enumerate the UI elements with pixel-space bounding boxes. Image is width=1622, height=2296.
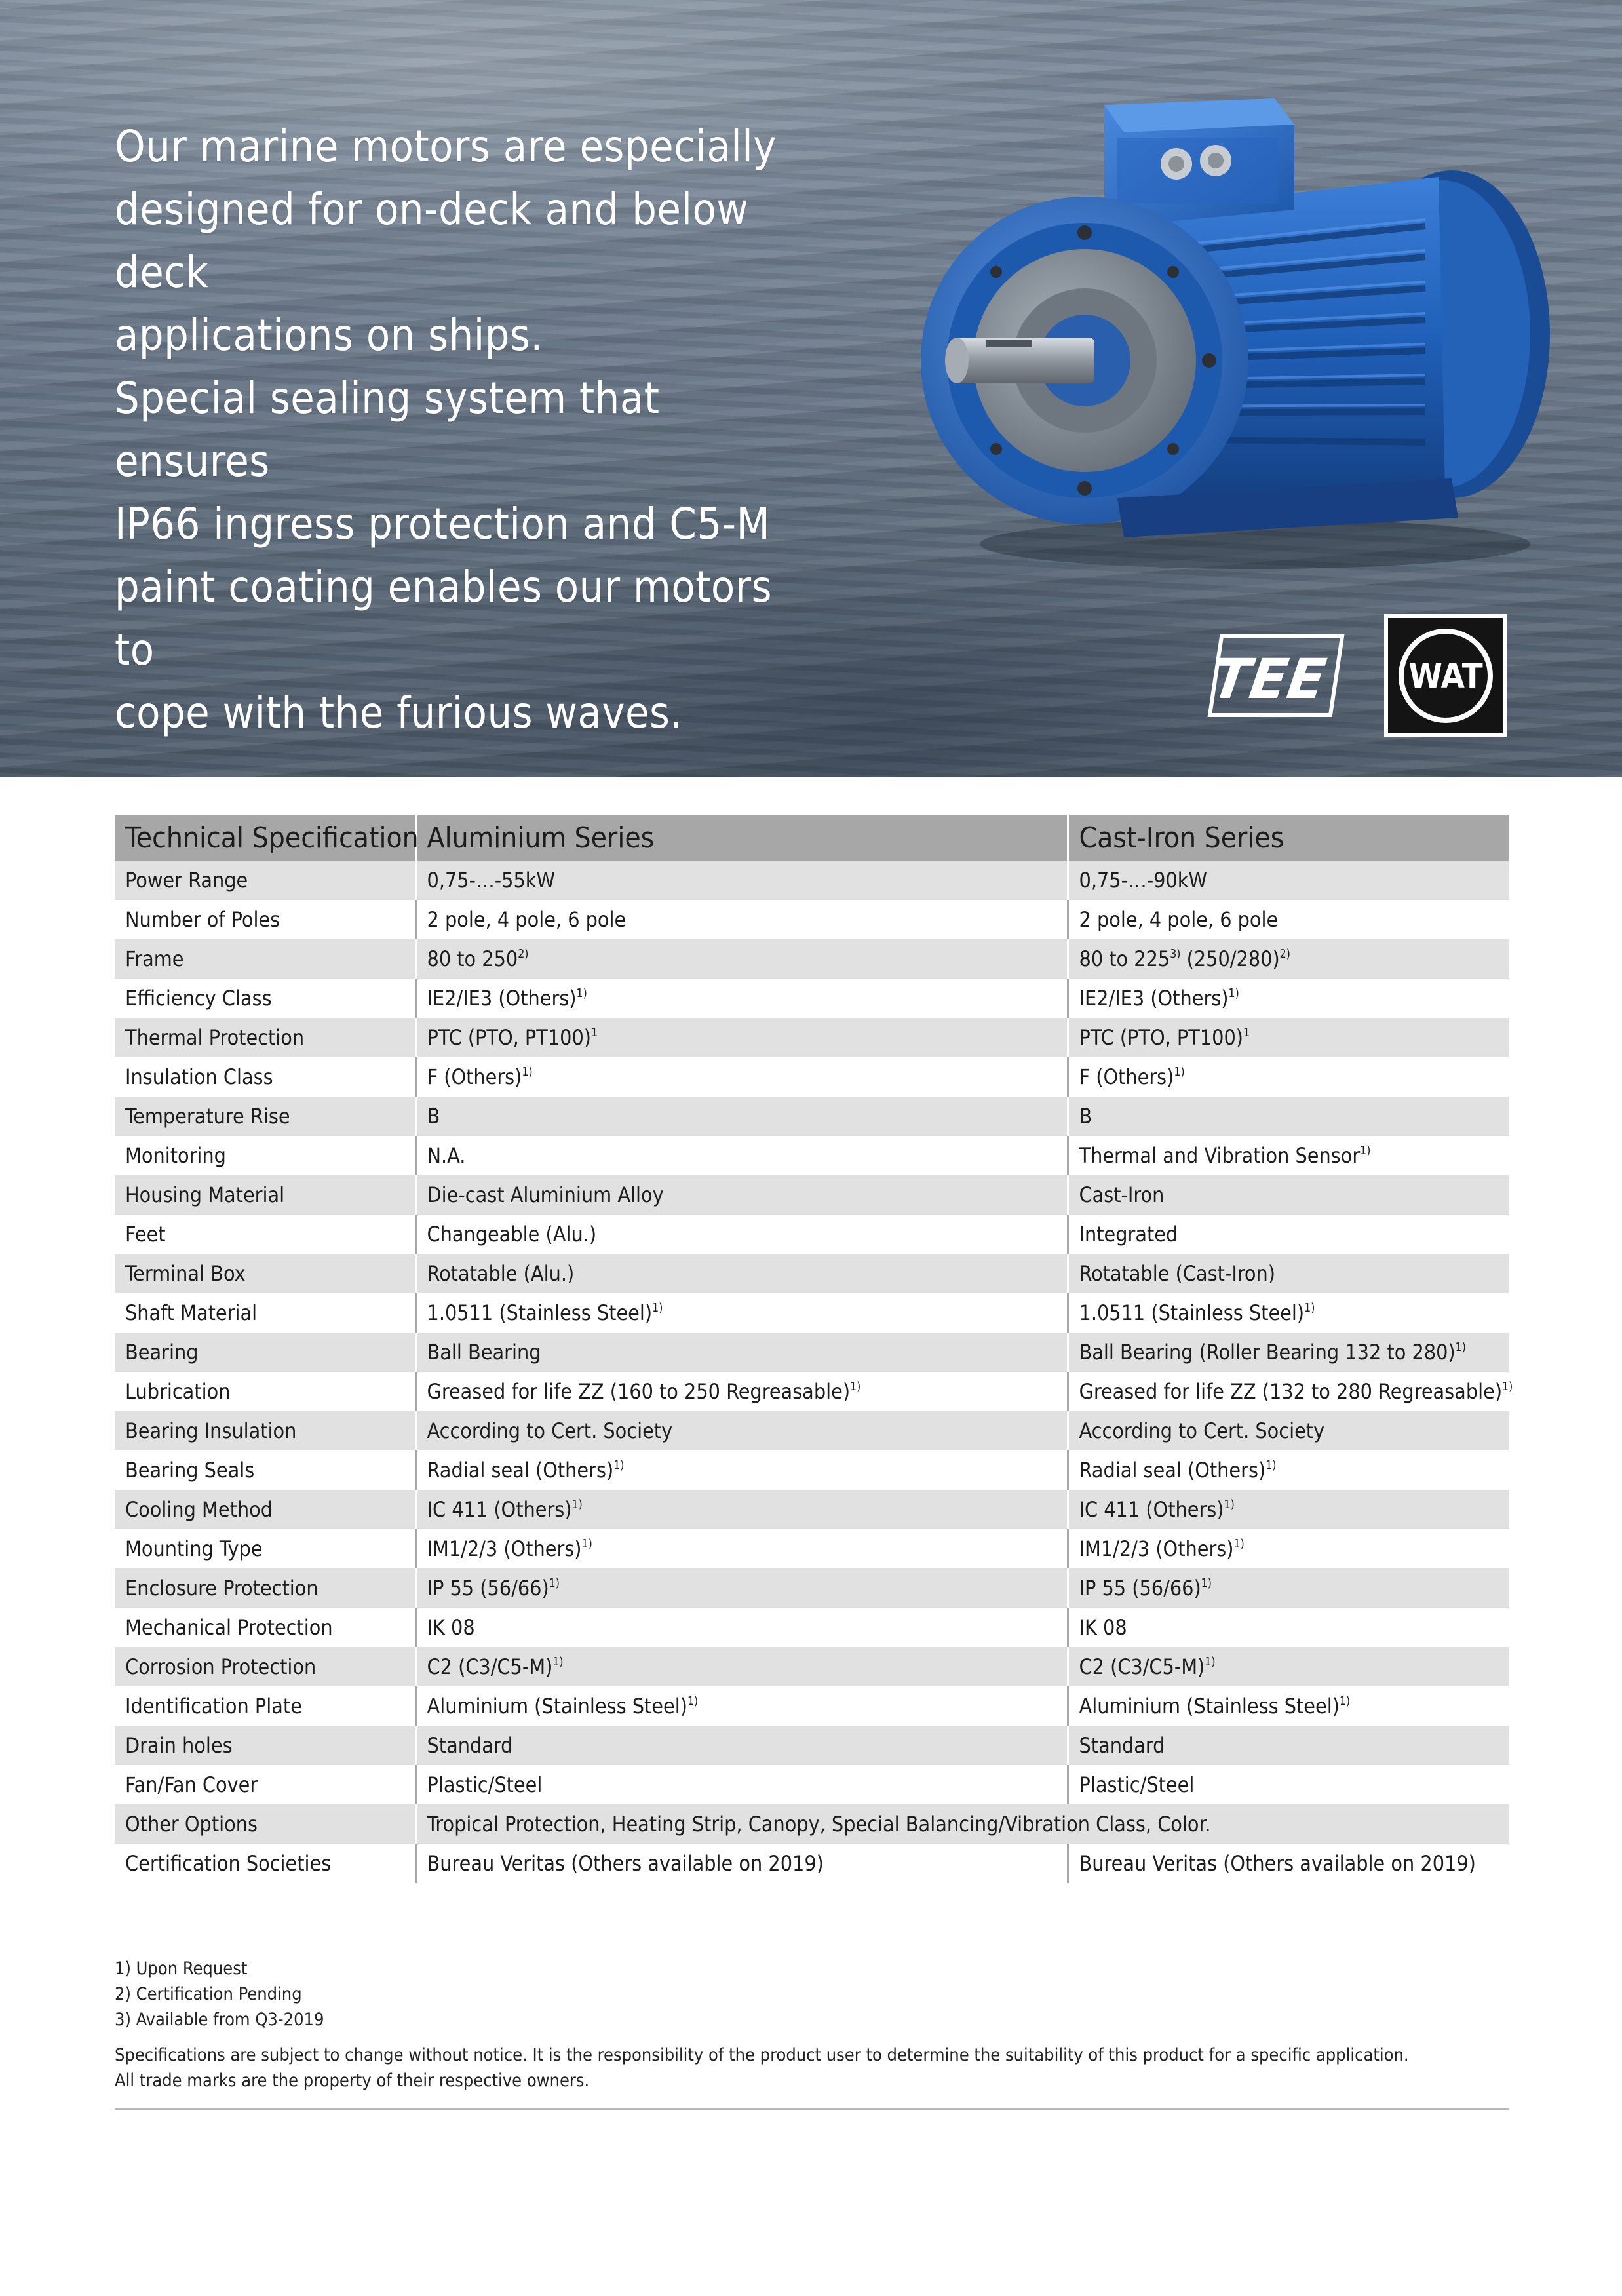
table-row [115,900,1509,939]
cast-iron-value [1068,1529,1509,1568]
cell-text: 80 to 250 [427,946,518,971]
footnote-marker: 1) [1205,1655,1216,1669]
cell-text: Bearing Insulation [125,1418,297,1443]
cell-text: IM1/2/3 (Others) [1079,1536,1234,1561]
cell-text: 2 pole, 4 pole, 6 pole [1079,907,1279,932]
cell-text: 1.0511 (Stainless Steel) [1079,1300,1305,1325]
spec-label [115,979,415,1018]
cell-text: Fan/Fan Cover [125,1772,258,1797]
table-row [115,1175,1509,1215]
cast-iron-value [1068,1490,1509,1529]
cell-text: Integrated [1079,1222,1178,1247]
cell-text: Plastic/Steel [1079,1772,1195,1797]
cast-iron-value [1068,1254,1509,1293]
table-row [115,1647,1509,1686]
cell-text: F (Others) [427,1064,522,1089]
cell-text: PTC (PTO, PT100) [1079,1025,1244,1050]
spec-label [115,1844,415,1883]
aluminium-value [415,1490,1068,1529]
cast-iron-value [1068,1136,1509,1175]
table-row [115,1018,1509,1057]
cell-text: Aluminium (Stainless Steel) [1079,1694,1340,1719]
cast-iron-value [1068,1647,1509,1686]
cell-text: Cooling Method [125,1497,273,1522]
cast-iron-value [1068,1450,1509,1490]
cell-text: 80 to 225 [1079,946,1170,971]
table-row [115,1529,1509,1568]
footnote-marker: 1) [522,1065,533,1079]
footnote-marker: 2) [518,947,529,961]
table-row [115,1686,1509,1726]
table-row [115,1490,1509,1529]
cell-text: B [427,1104,440,1129]
cell-text: Radial seal (Others) [1079,1458,1266,1483]
cell-text: Power Range [125,868,248,893]
cell-text: F (Others) [1079,1064,1174,1089]
svg-text:TEE: TEE [1208,647,1330,711]
aluminium-value [415,1057,1068,1097]
footnote-marker: 1) [1174,1065,1185,1079]
footnote: 3) Available from Q3-2019 [115,2010,324,2030]
footnote-marker: 1) [552,1655,564,1669]
cell-text: Shaft Material [125,1300,258,1325]
spec-label [115,1608,415,1647]
cell-text: Bureau Veritas (Others available on 2019) [1079,1851,1476,1876]
cell-text: Standard [427,1733,513,1758]
cell-text: Enclosure Protection [125,1576,319,1601]
cell-text: Greased for life ZZ (160 to 250 Regreasable) [427,1379,851,1404]
aluminium-value [415,939,1068,979]
cast-iron-value [1068,1411,1509,1450]
cell-text: Mounting Type [125,1536,263,1561]
cast-iron-value [1068,979,1509,1018]
footnote-marker: 1) [1304,1301,1315,1315]
footnote-marker: 1) [549,1576,560,1590]
cell-text: Drain holes [125,1733,233,1758]
cell-text: IM1/2/3 (Others) [427,1536,582,1561]
cell-text: Bearing Seals [125,1458,255,1483]
spec-label [115,1490,415,1529]
table-row [115,1215,1509,1254]
footnote-marker: 1) [1455,1340,1466,1354]
cast-iron-value [1068,1097,1509,1136]
spec-label [115,1372,415,1411]
cell-text: Bureau Veritas (Others available on 2019) [427,1851,824,1876]
cell-text: IK 08 [1079,1615,1127,1640]
footnote-marker: 1) [687,1694,699,1708]
cast-iron-value [1068,1726,1509,1765]
footnote-marker: 1 [591,1026,598,1040]
hero-intro-text [115,115,783,367]
cast-iron-value [1068,1175,1509,1215]
cell-text: Radial seal (Others) [427,1458,614,1483]
cell-text: Rotatable (Cast-Iron) [1079,1261,1276,1286]
cell-text: According to Cert. Society [1079,1418,1325,1443]
cell-text: IK 08 [427,1615,475,1640]
table-row [115,939,1509,979]
footnote-marker: 1 [1243,1026,1250,1040]
cell-text: 2 pole, 4 pole, 6 pole [427,907,627,932]
cast-iron-value [1068,1018,1509,1057]
hero-line: Our marine motors are especially [115,121,777,172]
footnote-marker: 1) [1233,1537,1245,1551]
cell-text: Frame [125,946,184,971]
hero-line: Special sealing system that ensures [115,373,660,486]
cell-text: IP 55 (56/66) [427,1576,549,1601]
cell-text: IE2/IE3 (Others) [427,986,577,1011]
spec-label [115,1097,415,1136]
aluminium-value [415,1647,1068,1686]
spec-label [115,1726,415,1765]
cell-text: IP 55 (56/66) [1079,1576,1201,1601]
table-row [115,1097,1509,1136]
footnote-marker: 1) [571,1498,583,1511]
cell-text: Feet [125,1222,166,1247]
cell-text: Cast-Iron [1079,1182,1165,1207]
cell-text: Mechanical Protection [125,1615,333,1640]
footnote-marker: 1) [1502,1380,1513,1393]
marine-motor-image [888,85,1556,590]
cell-text: N.A. [427,1143,466,1168]
table-row [115,1844,1509,1883]
disclaimer-text: Specifications are subject to change without notice. It is the responsibility of the product user to determine the suitability of this product for a specific application. [115,2045,1409,2065]
cast-iron-value [1068,939,1509,979]
table-row [115,1726,1509,1765]
svg-text:WAT: WAT [1408,657,1483,696]
cell-text: Aluminium (Stainless Steel) [427,1694,687,1719]
aluminium-value [415,1333,1068,1372]
cast-iron-value [1068,1293,1509,1333]
hero-line: paint coating enables our motors to [115,562,773,675]
footnote-marker: 1) [652,1301,663,1315]
aluminium-value [415,861,1068,900]
spec-label [115,1647,415,1686]
cell-text: Plastic/Steel [427,1772,543,1797]
cell-text: Number of Poles [125,907,280,932]
cell-text: Thermal Protection [125,1025,305,1050]
cell-text: Terminal Box [125,1261,246,1286]
cell-text: Standard [1079,1733,1165,1758]
aluminium-value [415,1175,1068,1215]
cell-text: 1.0511 (Stainless Steel) [427,1300,653,1325]
tee-logo [1207,634,1345,718]
table-row [115,1568,1509,1608]
spec-label [115,1333,415,1372]
table-header-row [115,815,1509,861]
spec-label [115,1686,415,1726]
spec-label [115,1411,415,1450]
trademark-text: All trade marks are the property of their respective owners. [115,2071,590,2091]
aluminium-value [415,900,1068,939]
aluminium-value [415,1765,1068,1804]
cell-text: IC 411 (Others) [427,1497,572,1522]
cell-text: C2 (C3/C5-M) [427,1654,553,1679]
spec-label [115,1568,415,1608]
other-options-value [415,1804,1509,1844]
cell-text: Ball Bearing [427,1340,541,1365]
aluminium-value [415,1215,1068,1254]
hero-line: applications on ships. [115,310,543,360]
table-row [115,1293,1509,1333]
footnote-marker: 1) [1224,1498,1235,1511]
cell-text: Insulation Class [125,1064,273,1089]
cell-text: B [1079,1104,1092,1129]
cell-text: C2 (C3/C5-M) [1079,1654,1205,1679]
cast-iron-value [1068,1568,1509,1608]
aluminium-value [415,1136,1068,1175]
cell-text: PTC (PTO, PT100) [427,1025,592,1050]
table-row [115,979,1509,1018]
cast-iron-value [1068,1372,1513,1411]
spec-label [115,1804,415,1844]
footnote-marker: 3) [1170,947,1181,961]
aluminium-value [415,1686,1068,1726]
cast-iron-value [1068,900,1509,939]
cell-text: Changeable (Alu.) [427,1222,597,1247]
cell-text: Other Options [125,1812,258,1837]
table-row [115,1372,1509,1411]
aluminium-value [415,1529,1068,1568]
hero-line: cope with the furious waves. [115,688,683,738]
hero-line: IP66 ingress protection and C5-M [115,499,771,549]
cell-text: Efficiency Class [125,986,272,1011]
hero-sealing-text [115,367,783,745]
aluminium-value [415,1411,1068,1450]
table-row [115,1057,1509,1097]
spec-label [115,1293,415,1333]
aluminium-value [415,1097,1068,1136]
footnote-marker: 1) [1201,1576,1212,1590]
aluminium-value [415,1726,1068,1765]
spec-label [115,1254,415,1293]
aluminium-value [415,1372,1068,1411]
spec-label [115,861,415,900]
footnote-marker: 1) [850,1380,861,1393]
cell-text: Identification Plate [125,1694,302,1719]
footnote: 1) Upon Request [115,1958,248,1979]
cast-iron-value [1068,861,1509,900]
cast-iron-value [1068,1844,1509,1883]
table-row [115,1254,1509,1293]
cell-text: Temperature Rise [125,1104,290,1129]
hero-banner [0,0,1622,777]
cell-text: Die-cast Aluminium Alloy [427,1182,664,1207]
cell-text: Thermal and Vibration Sensor [1079,1143,1361,1168]
spec-label [115,1175,415,1215]
header-technical-specification: Technical Specification [115,815,415,861]
cast-iron-value [1068,1608,1509,1647]
table-row [115,1411,1509,1450]
spec-label [115,1450,415,1490]
aluminium-value [415,1568,1068,1608]
cell-text: Housing Material [125,1182,285,1207]
footer-divider [115,2108,1509,2110]
spec-label [115,1529,415,1568]
table-row [115,1450,1509,1490]
table-row [115,1765,1509,1804]
header-aluminium-series: Aluminium Series [415,815,1068,861]
footnote-marker: 1) [581,1537,592,1551]
spec-label [115,1018,415,1057]
spec-label [115,1057,415,1097]
table-row [115,1804,1509,1844]
table-row [115,1136,1509,1175]
spec-label [115,1136,415,1175]
cell-text: 0,75-…-90kW [1079,868,1207,893]
cast-iron-value [1068,1215,1509,1254]
table-row [115,1333,1509,1372]
wat-logo [1384,614,1507,737]
header-cast-iron-series: Cast-Iron Series [1068,815,1509,861]
aluminium-value [415,1293,1068,1333]
footnote-marker: 1) [1360,1144,1371,1158]
cell-text: Ball Bearing (Roller Bearing 132 to 280) [1079,1340,1456,1365]
aluminium-value [415,979,1068,1018]
footnote-marker: 2) [1279,947,1290,961]
cell-text: Lubrication [125,1379,231,1404]
aluminium-value [415,1608,1068,1647]
spec-label [115,1215,415,1254]
cell-text: 0,75-…-55kW [427,868,555,893]
footnote-marker: 1) [1228,986,1239,1000]
aluminium-value [415,1844,1068,1883]
cell-text: Bearing [125,1340,199,1365]
aluminium-value [415,1254,1068,1293]
cast-iron-value [1068,1333,1509,1372]
table-row [115,1608,1509,1647]
cell-text: Certification Societies [125,1851,332,1876]
aluminium-value [415,1450,1068,1490]
cell-text: IC 411 (Others) [1079,1497,1224,1522]
technical-specification-table [115,815,1513,1883]
cell-text: Corrosion Protection [125,1654,317,1679]
spec-label [115,1765,415,1804]
cast-iron-value [1068,1057,1509,1097]
cell-text: According to Cert. Society [427,1418,673,1443]
spec-label [115,939,415,979]
footnote-marker: 1) [1339,1694,1351,1708]
cell-text: Rotatable (Alu.) [427,1261,575,1286]
cast-iron-value [1068,1765,1509,1804]
footnote-marker: 1) [1265,1458,1277,1472]
cell-text: IE2/IE3 (Others) [1079,986,1229,1011]
cast-iron-value [1068,1686,1509,1726]
footnote-marker: 1) [576,986,587,1000]
footnote-marker: 1) [613,1458,625,1472]
hero-line: designed for on-deck and below deck [115,184,749,298]
cell-text: Tropical Protection, Heating Strip, Canopy, Special Balancing/Vibration Class, Color. [427,1812,1211,1837]
aluminium-value [415,1018,1068,1057]
footnote: 2) Certification Pending [115,1984,302,2004]
table-row [115,861,1509,900]
cell-text: Greased for life ZZ (132 to 280 Regreasable) [1079,1379,1503,1404]
spec-label [115,900,415,939]
cell-text: Monitoring [125,1143,226,1168]
cell-text: (250/280) [1180,946,1280,971]
